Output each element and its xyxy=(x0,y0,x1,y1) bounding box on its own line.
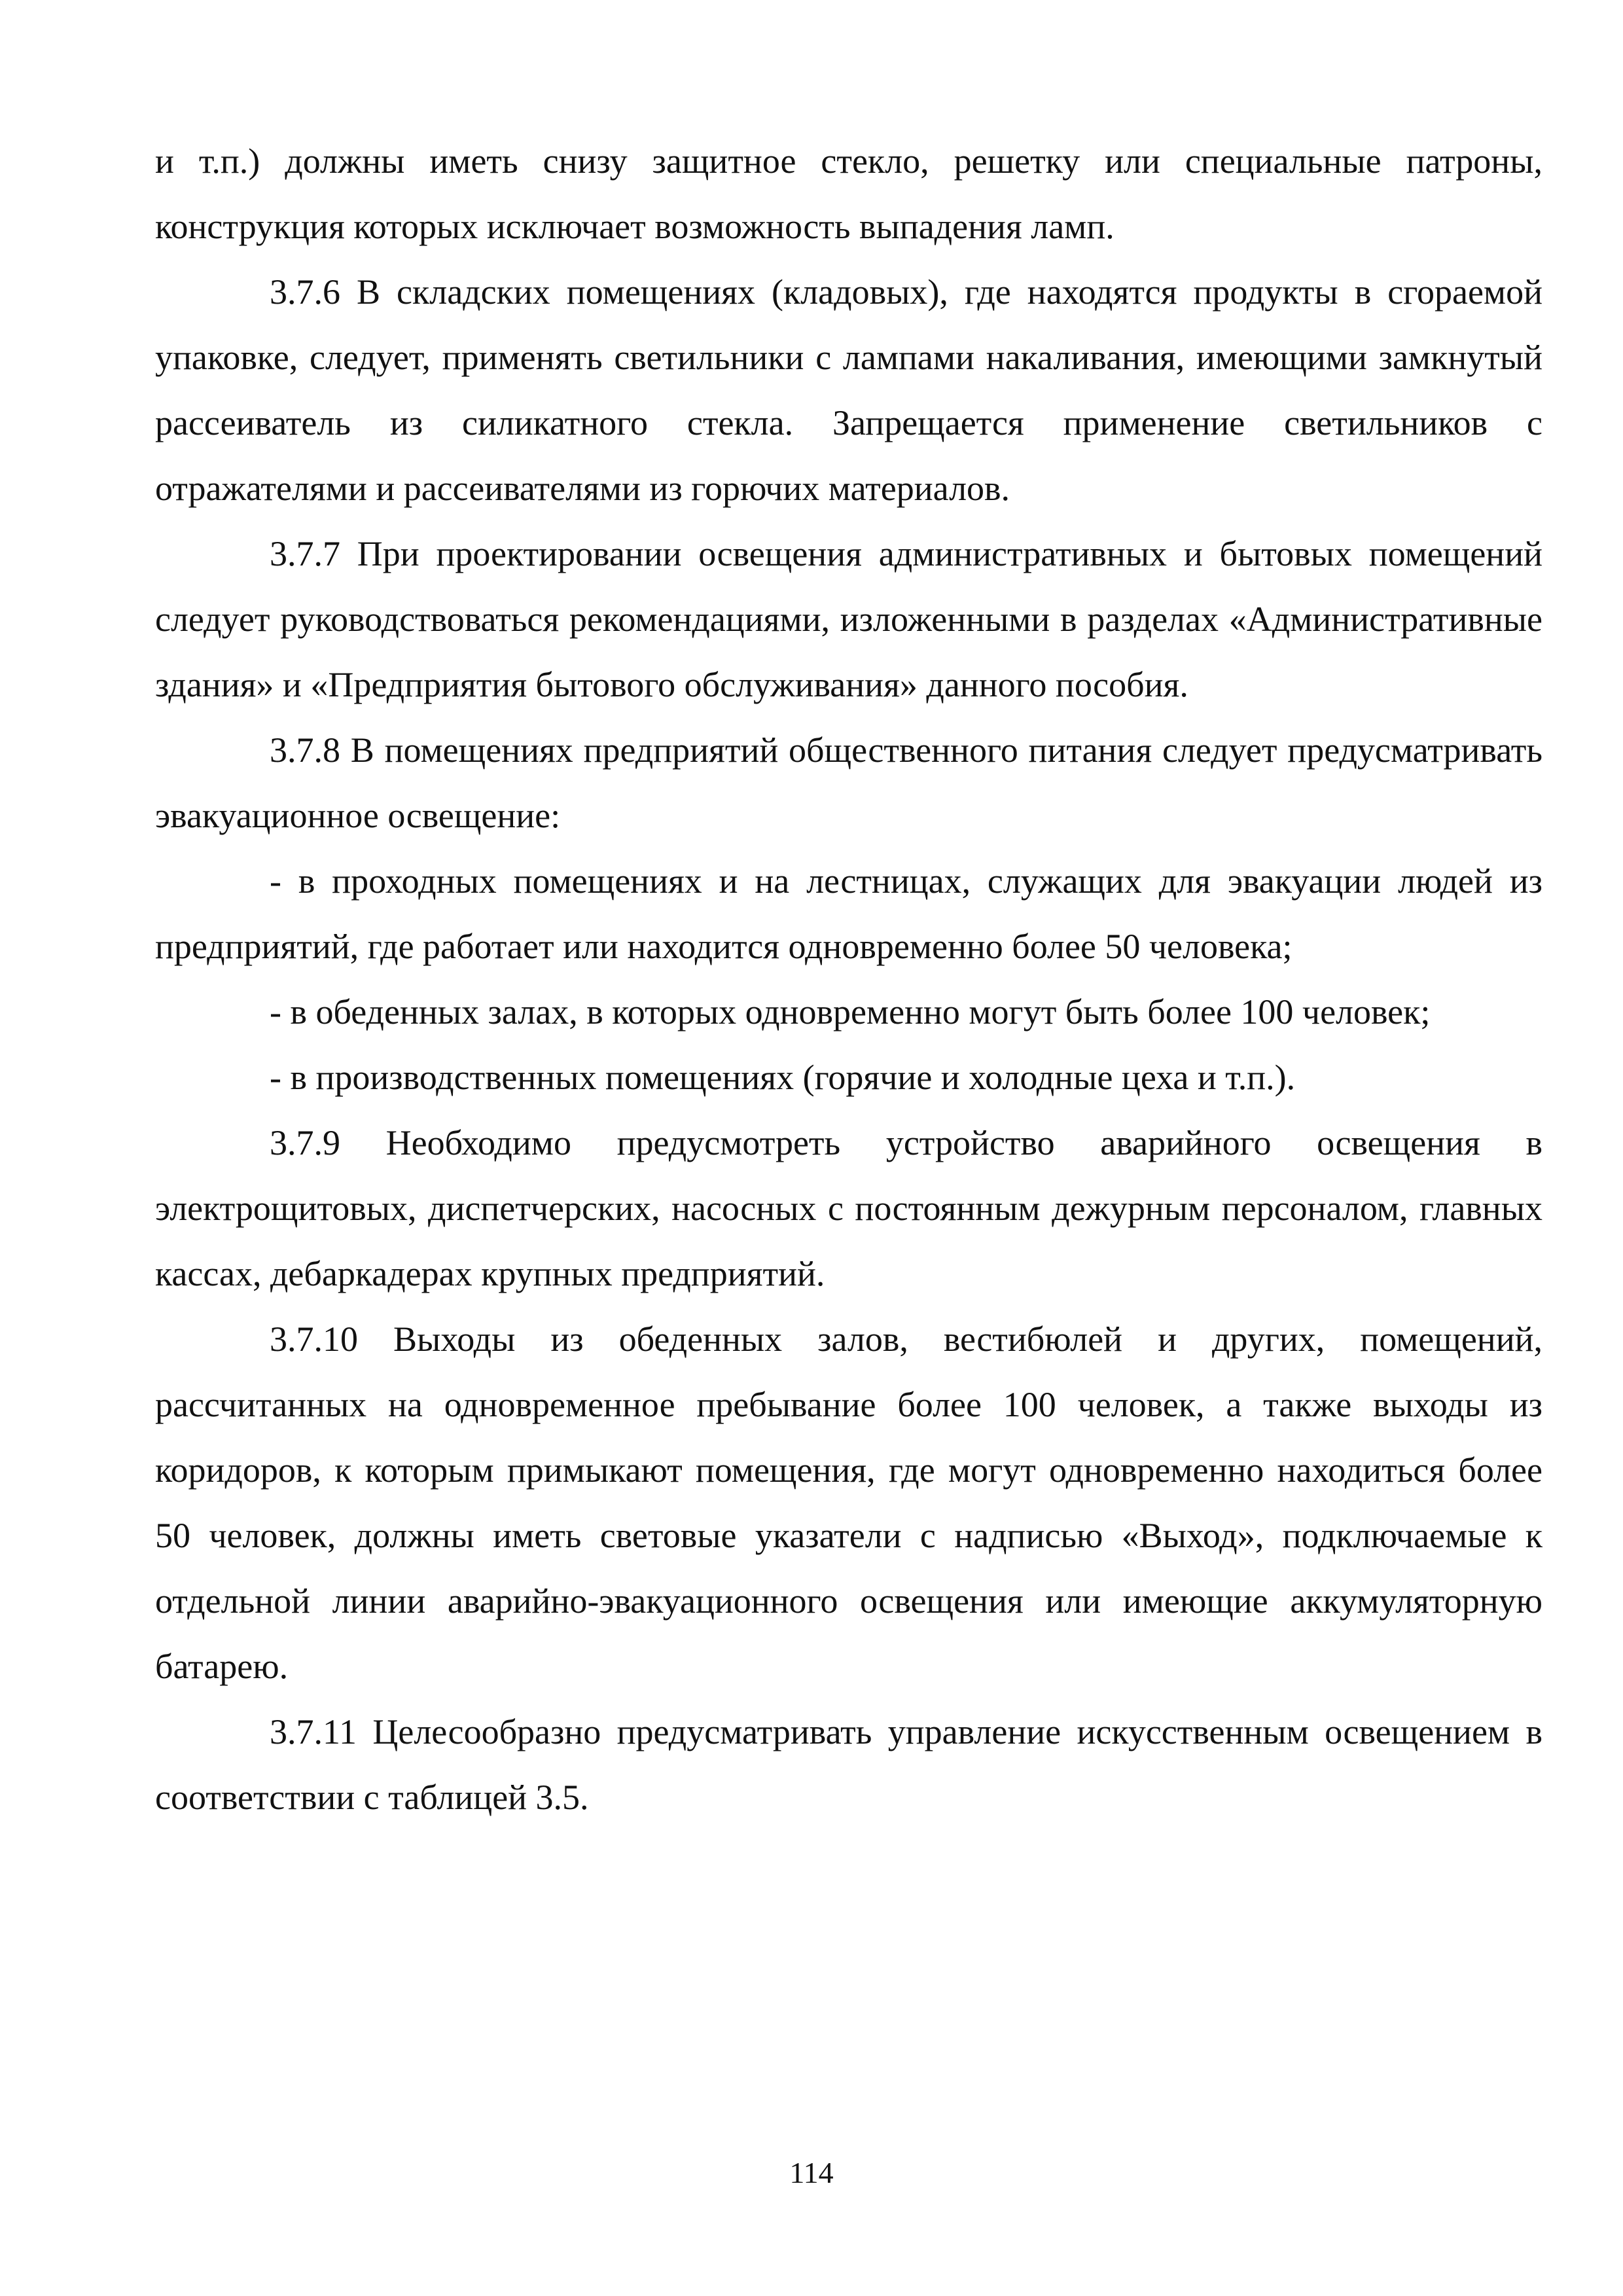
document-page xyxy=(155,128,1543,1830)
paragraph-continuation: и т.п.) должны иметь снизу защитное стекло, решетку или специальные патроны, конструкция которых исключает возможность выпадения ламп. xyxy=(155,141,1543,246)
list-item-production-rooms: - в производственных помещениях (горячие и холодные цеха и т.п.). xyxy=(270,1058,1296,1097)
paragraph-3-7-11: 3.7.11 Целесообразно предусматривать управление искусственным освещением в соответствии с таблицей 3.5. xyxy=(155,1712,1543,1817)
paragraph-3-7-8: 3.7.8 В помещениях предприятий общественного питания следует предусматривать эвакуационное освещение: xyxy=(155,730,1543,835)
list-item-dining-halls: - в обеденных залах, в которых одновременно могут быть более 100 человек; xyxy=(270,992,1431,1031)
paragraph-3-7-9: 3.7.9 Необходимо предусмотреть устройство аварийного освещения в электрощитовых, диспетчерских, насосных с постоянным дежурным персоналом, главных кассах, дебаркадерах крупных предприятий. xyxy=(155,1123,1543,1293)
paragraph-3-7-10: 3.7.10 Выходы из обеденных залов, вестибюлей и других, помещений, рассчитанных на одновременное пребывание более 100 человек, а также выходы из коридоров, к которым примыкают помещения, где могут одновременно находиться более 50 человек, должны иметь световые указатели с надписью «Выход», подключаемые к отдельной линии аварийно-эвакуационного освещения или имеющие аккумуляторную батарею. xyxy=(155,1319,1543,1686)
page-number: 114 xyxy=(789,2156,834,2189)
paragraph-3-7-7: 3.7.7 При проектировании освещения административных и бытовых помещений следует руководствоваться рекомендациями, изложенными в разделах «Административные здания» и «Предприятия бытового обслуживания» данного пособия. xyxy=(155,534,1543,704)
paragraph-3-7-6: 3.7.6 В складских помещениях (кладовых), где находятся продукты в сгораемой упаковке, следует, применять светильники с лампами накаливания, имеющими замкнутый рассеиватель из силикатного стекла. Запрещается применение светильников с отражателями и рассеивателями из горючих материалов. xyxy=(155,272,1543,508)
list-item-evacuation-passages: - в проходных помещениях и на лестницах, служащих для эвакуации людей из предприятий, где работает или находится одновременно более 50 человека; xyxy=(155,861,1543,966)
